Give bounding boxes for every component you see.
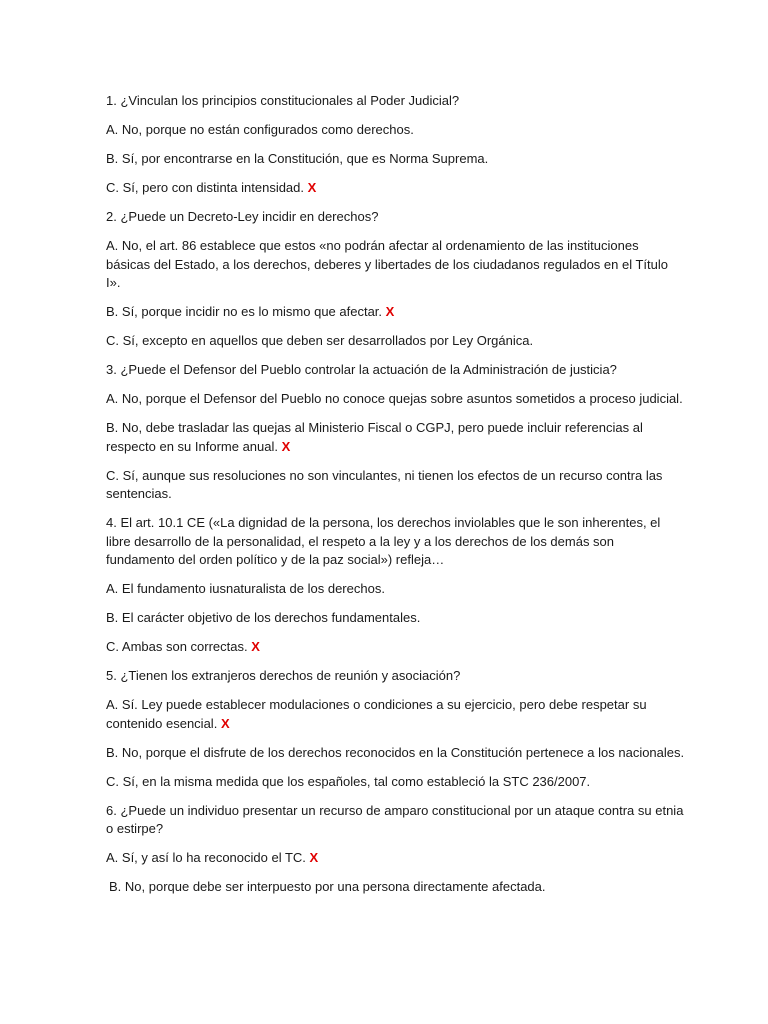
paragraph-text: 4. El art. 10.1 CE («La dignidad de la persona, los derechos inviolables que le son inherentes, el libre desarrollo de la personalidad, el respeto a la ley y a los derechos de los demás son fundamento del orden político y de la paz social») refleja… [106, 515, 661, 567]
correct-answer-mark: X [307, 180, 317, 195]
paragraph-text: B. No, porque el disfrute de los derechos reconocidos en la Constitución pertenece a los nacionales. [106, 744, 685, 760]
answer-option [106, 150, 686, 169]
paragraph-text: C. Ambas son correctas. [106, 639, 248, 654]
correct-answer-mark: X [281, 438, 291, 454]
answer-option [106, 744, 686, 763]
answer-option [106, 696, 686, 733]
paragraph-text: A. Sí. Ley puede establecer modulaciones o condiciones a su ejercicio, pero debe respetar su contenido esencial. [106, 697, 647, 731]
answer-option [106, 638, 686, 657]
paragraph-text: 5. ¿Tienen los extranjeros derechos de reunión y asociación? [106, 668, 461, 683]
paragraph-text: C. Sí, en la misma medida que los españoles, tal como estableció la STC 236/2007. [106, 773, 591, 789]
paragraph-text: A. El fundamento iusnaturalista de los derechos. [106, 581, 385, 596]
answer-option [106, 580, 686, 599]
question-text [106, 361, 686, 380]
answer-option [106, 773, 686, 792]
paragraph-text: A. Sí, y así lo ha reconocido el TC. [106, 850, 306, 865]
paragraph-text: B. No, debe trasladar las quejas al Ministerio Fiscal o CGPJ, pero puede incluir referencias al respecto en su Informe anual. [106, 420, 643, 454]
correct-answer-mark: X [220, 715, 230, 731]
question-text [106, 667, 686, 686]
correct-answer-mark: X [309, 850, 319, 865]
paragraph-text: B. Sí, porque incidir no es lo mismo que afectar. [106, 304, 383, 319]
paragraph-text: 1. ¿Vinculan los principios constitucionales al Poder Judicial? [106, 93, 460, 108]
question-text [106, 514, 686, 570]
answer-option [106, 609, 686, 628]
answer-option [106, 849, 686, 868]
paragraph-text: A. No, porque no están configurados como derechos. [106, 122, 414, 137]
answer-option [106, 390, 686, 409]
paragraph-text: 2. ¿Puede un Decreto-Ley incidir en derechos? [106, 209, 379, 224]
answer-option [106, 878, 686, 897]
paragraph-text: C. Sí, aunque sus resoluciones no son vinculantes, ni tienen los efectos de un recurso contra las sentencias. [106, 467, 663, 501]
answer-option [106, 237, 686, 293]
paragraph-text: C. Sí, excepto en aquellos que deben ser desarrollados por Ley Orgánica. [106, 333, 534, 348]
question-text [106, 92, 686, 111]
paragraph-text: C. Sí, pero con distinta intensidad. [106, 180, 305, 195]
paragraph-text: B. Sí, por encontrarse en la Constitución, que es Norma Suprema. [106, 151, 489, 166]
answer-option [106, 419, 686, 456]
correct-answer-mark: X [251, 639, 260, 654]
answer-option [106, 332, 686, 351]
answer-option [106, 121, 686, 140]
answer-option [106, 303, 686, 322]
answer-option [106, 467, 686, 504]
paragraph-text: B. El carácter objetivo de los derechos fundamentales. [106, 610, 421, 625]
correct-answer-mark: X [385, 304, 395, 319]
question-text [106, 802, 686, 839]
paragraph-text: A. No, el art. 86 establece que estos «no podrán afectar al ordenamiento de las instituciones básicas del Estado, a los derechos, deberes y libertades de los ciudadanos regulados en el Título I». [106, 238, 669, 290]
paragraph-text: 6. ¿Puede un individuo presentar un recurso de amparo constitucional por un ataque contra su etnia o estirpe? [106, 802, 684, 836]
answer-option [106, 179, 686, 198]
paragraph-text: A. No, porque el Defensor del Pueblo no conoce quejas sobre asuntos sometidos a proceso judicial. [106, 391, 683, 406]
paragraph-text: 3. ¿Puede el Defensor del Pueblo controlar la actuación de la Administración de justicia? [106, 362, 617, 377]
document-body [106, 92, 686, 907]
question-text [106, 208, 686, 227]
paragraph-text: B. No, porque debe ser interpuesto por una persona directamente afectada. [109, 879, 546, 894]
